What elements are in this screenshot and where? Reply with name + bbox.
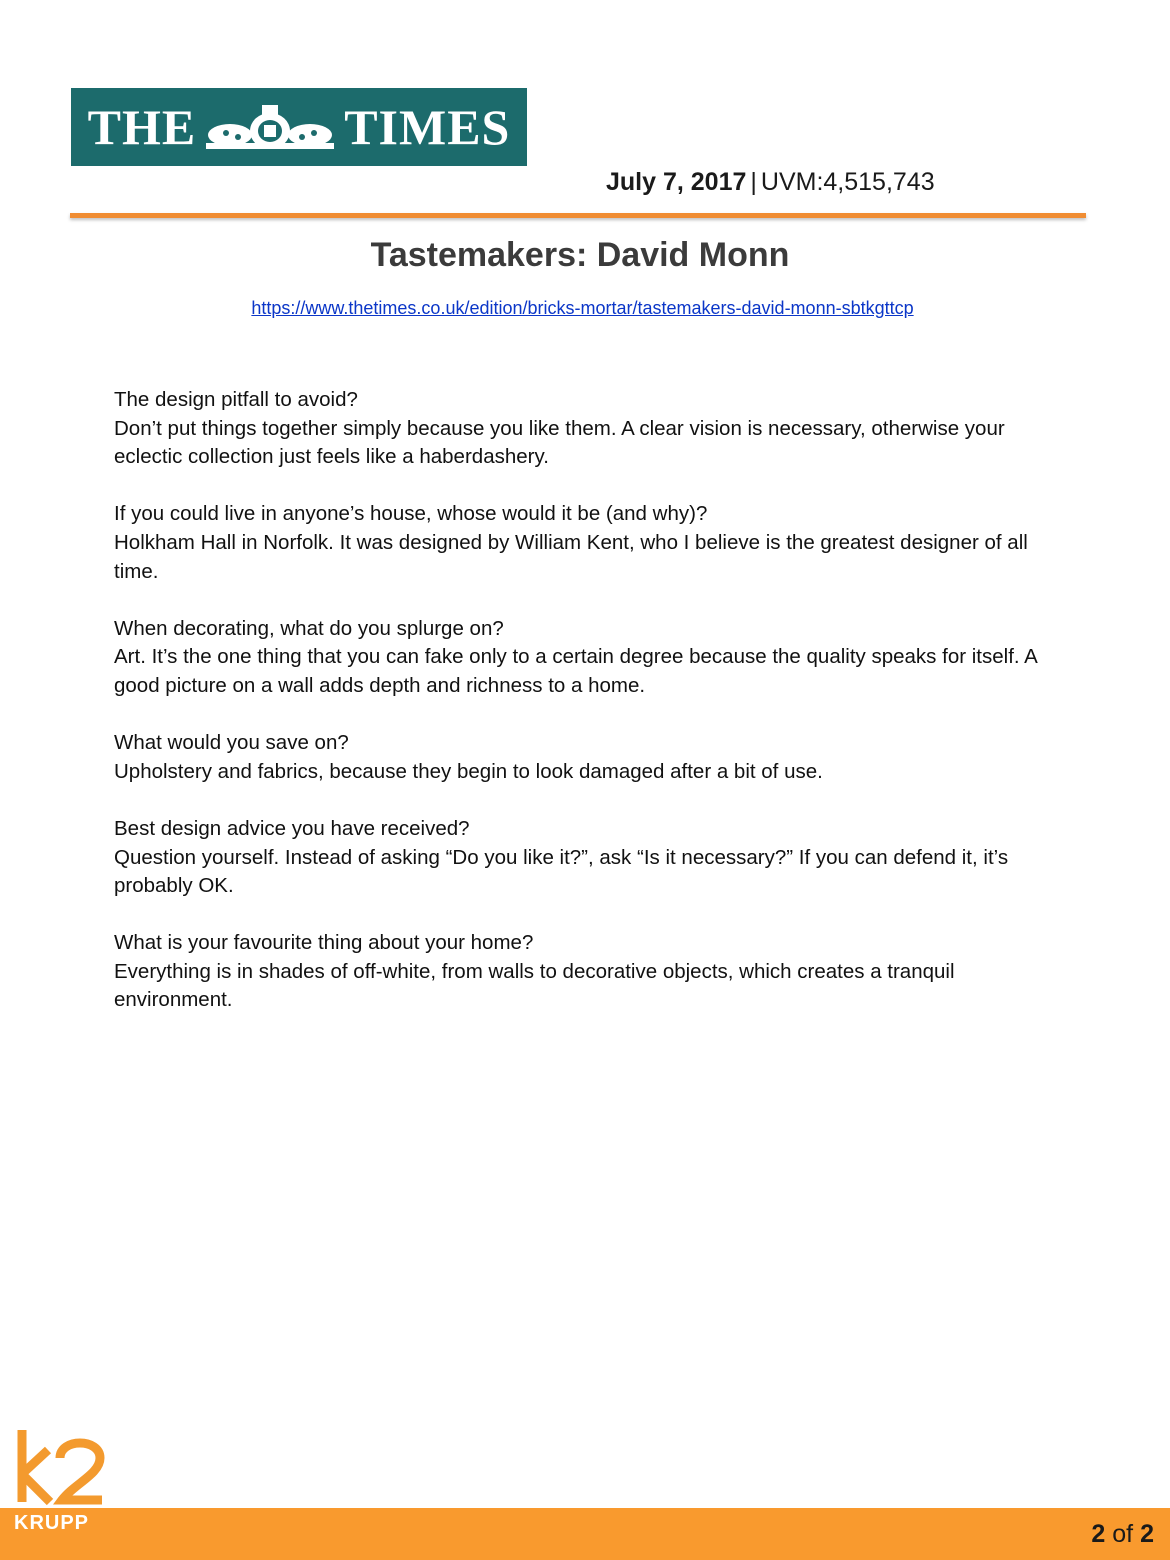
qa-section <box>114 386 1054 1044</box>
article-title: Tastemakers: David Monn <box>370 236 790 274</box>
question-text: If you could live in anyone’s house, whose would it be (and why)? <box>114 502 708 526</box>
header-divider <box>70 213 1086 218</box>
qa-item <box>114 929 1054 1015</box>
page-of: of <box>1112 1520 1134 1548</box>
uvm-count: UVM:4,515,743 <box>760 168 935 196</box>
question-text: What is your favourite thing about your home? <box>114 931 534 955</box>
question-text: When decorating, what do you splurge on? <box>114 616 504 640</box>
dateline <box>606 168 935 197</box>
question-text: Best design advice you have received? <box>114 816 470 840</box>
logo-text-times: TIMES <box>344 99 511 155</box>
page-footer <box>0 1508 1170 1560</box>
logo-text-the: THE <box>87 99 197 155</box>
answer-text: Question yourself. Instead of asking “Do you like it?”, ask “Is it necessary?” If you can defend it, it’s probably OK. <box>114 845 1009 898</box>
page-current: 2 <box>1091 1520 1106 1548</box>
qa-item <box>114 500 1054 586</box>
qa-item <box>114 815 1054 901</box>
article-url-link[interactable]: https://www.thetimes.co.uk/edition/bricks-mortar/tastemakers-david-monn-sbtkgttcp <box>251 298 914 318</box>
royal-crest-icon <box>200 99 340 155</box>
k2-logo-icon <box>14 1428 106 1506</box>
page-number <box>1091 1520 1154 1549</box>
answer-text: Holkham Hall in Norfolk. It was designed by William Kent, who I believe is the greatest designer of all time. <box>114 530 1028 583</box>
krupp-wordmark: KRUPP <box>14 1512 90 1534</box>
question-text: The design pitfall to avoid? <box>114 388 358 411</box>
answer-text: Upholstery and fabrics, because they begin to look damaged after a bit of use. <box>114 759 823 783</box>
qa-item <box>114 386 1054 472</box>
answer-text: Don’t put things together simply because you like them. A clear vision is necessary, otherwise your eclectic collection just feels like a haberdashery. <box>114 416 1005 469</box>
qa-item <box>114 729 1054 786</box>
question-text: What would you save on? <box>114 731 349 755</box>
answer-text: Art. It’s the one thing that you can fake only to a certain degree because the quality speaks for itself. A good picture on a wall adds depth and richness to a home. <box>114 645 1037 697</box>
answer-text: Everything is in shades of off-white, from walls to decorative objects, which creates a tranquil environment. <box>114 959 955 1012</box>
times-masthead-logo <box>71 88 527 166</box>
dateline-separator: | <box>750 168 757 196</box>
publication-date: July 7, 2017 <box>606 168 747 196</box>
page-total: 2 <box>1140 1520 1154 1548</box>
qa-item <box>114 615 1054 701</box>
